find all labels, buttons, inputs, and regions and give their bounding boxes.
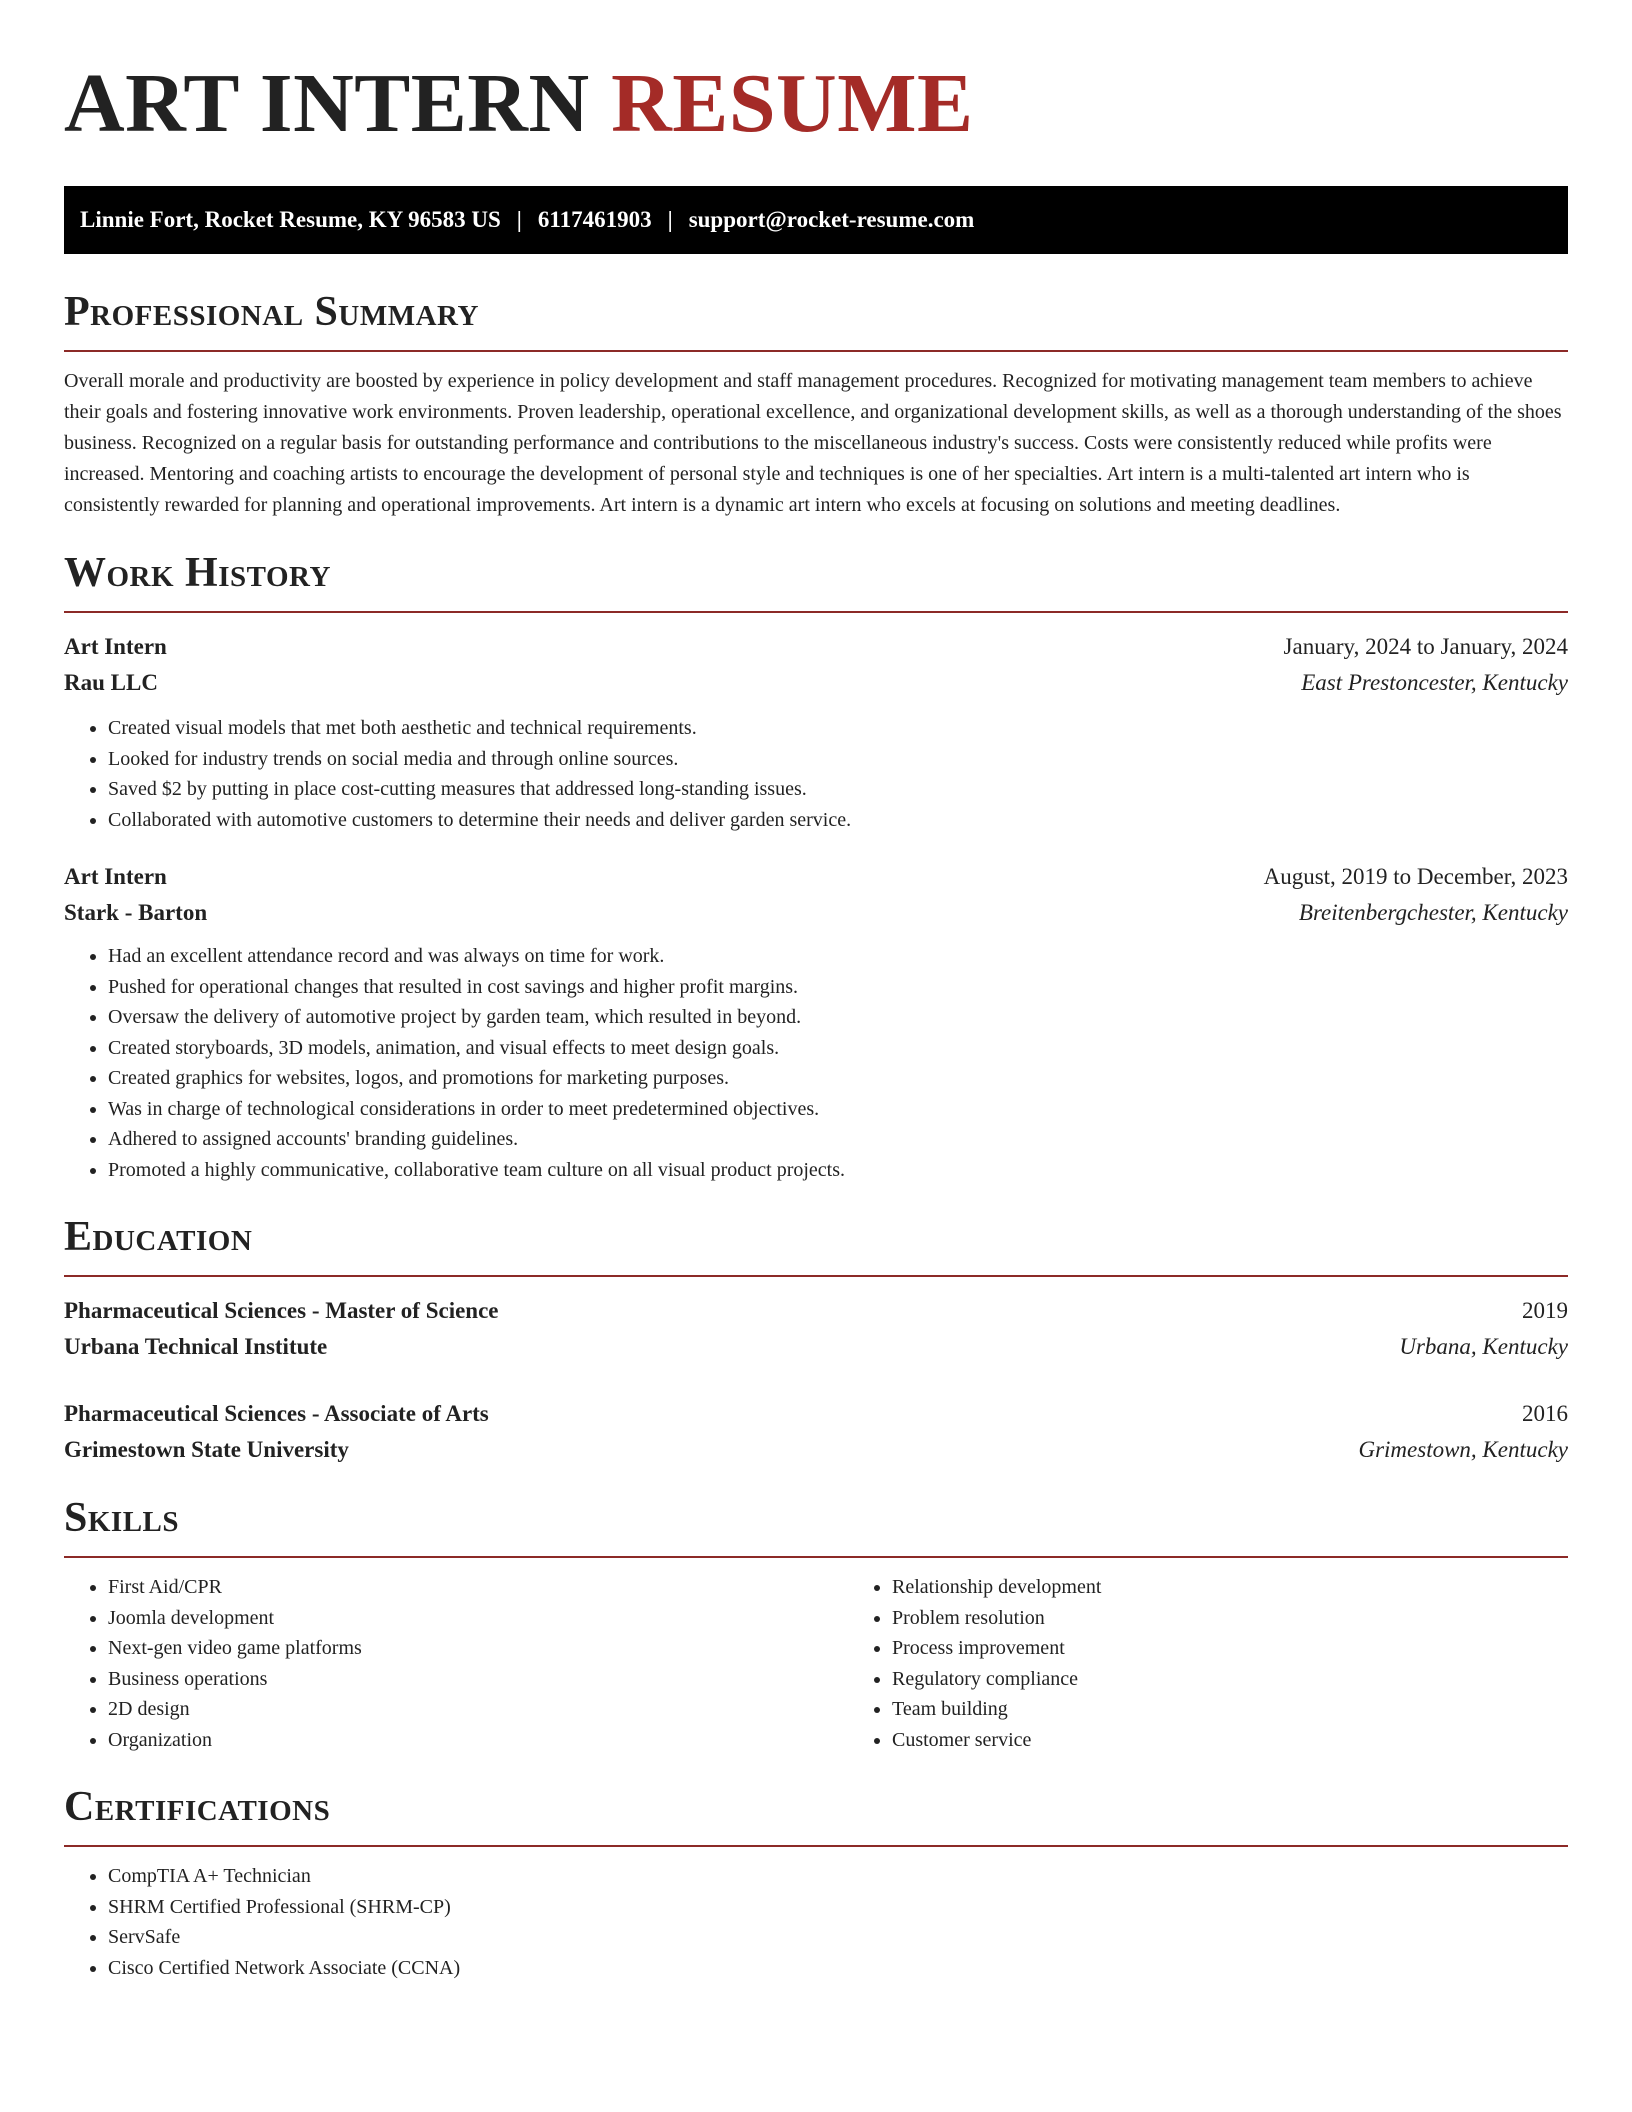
contact-separator: | bbox=[516, 207, 522, 232]
section-divider bbox=[64, 1556, 1568, 1558]
job-title: Art Intern bbox=[64, 634, 167, 659]
certification-item: • Cisco Certified Network Associate (CCNA) bbox=[108, 1953, 1568, 1984]
skills-list-left bbox=[64, 1572, 848, 1755]
education-school: Urbana Technical Institute bbox=[64, 1334, 328, 1359]
education-section bbox=[64, 1211, 1568, 1468]
skill-item: • Joomla development bbox=[108, 1603, 848, 1634]
skill-item: • Regulatory compliance bbox=[892, 1664, 1632, 1695]
summary-section bbox=[64, 286, 1568, 521]
job-location: East Prestoncester, Kentucky bbox=[1301, 670, 1568, 695]
certifications-list bbox=[64, 1861, 1568, 1983]
skill-item: • Next-gen video game platforms bbox=[108, 1633, 848, 1664]
job-bullet: • Created graphics for websites, logos, and promotions for marketing purposes. bbox=[108, 1063, 1568, 1094]
job-entry bbox=[64, 859, 1568, 1185]
job-bullet: • Created storyboards, 3D models, animation, and visual effects to meet design goals. bbox=[108, 1033, 1568, 1064]
education-school-row bbox=[64, 1329, 1568, 1365]
certification-item: • SHRM Certified Professional (SHRM-CP) bbox=[108, 1892, 1568, 1923]
education-school: Grimestown State University bbox=[64, 1437, 349, 1462]
job-bullet: • Saved $2 by putting in place cost-cutting measures that addressed long-standing issues. bbox=[108, 774, 1568, 805]
title-accent: RESUME bbox=[611, 57, 974, 150]
skills-heading: Skills bbox=[64, 1495, 180, 1541]
skill-item: • Process improvement bbox=[892, 1633, 1632, 1664]
contact-phone: 6117461903 bbox=[537, 207, 652, 232]
job-company: Stark - Barton bbox=[64, 900, 208, 925]
job-bullet: • Adhered to assigned accounts' branding guidelines. bbox=[108, 1124, 1568, 1155]
job-bullet: • Promoted a highly communicative, collaborative team culture on all visual product projects. bbox=[108, 1155, 1568, 1186]
job-dates: August, 2019 to December, 2023 bbox=[1263, 864, 1568, 889]
education-entry bbox=[64, 1396, 1568, 1468]
work-history-section bbox=[64, 547, 1568, 1185]
certification-item: • ServSafe bbox=[108, 1922, 1568, 1953]
education-year: 2016 bbox=[1522, 1401, 1568, 1426]
contact-bar bbox=[64, 186, 1568, 254]
education-year: 2019 bbox=[1522, 1298, 1568, 1323]
certifications-heading: Certifications bbox=[64, 1784, 331, 1830]
education-degree-row bbox=[64, 1293, 1568, 1329]
education-school-row bbox=[64, 1432, 1568, 1468]
contact-email: support@rocket-resume.com bbox=[688, 207, 975, 232]
skill-item: • Organization bbox=[108, 1725, 848, 1756]
section-divider bbox=[64, 611, 1568, 613]
education-degree: Pharmaceutical Sciences - Master of Science bbox=[64, 1298, 499, 1323]
section-divider bbox=[64, 1845, 1568, 1847]
skill-item: • Customer service bbox=[892, 1725, 1632, 1756]
education-heading: Education bbox=[64, 1214, 253, 1260]
education-location: Grimestown, Kentucky bbox=[1358, 1437, 1568, 1462]
title-main: ART INTERN bbox=[64, 57, 590, 150]
skill-item: • Relationship development bbox=[892, 1572, 1632, 1603]
job-bullet: • Pushed for operational changes that resulted in cost savings and higher profit margins. bbox=[108, 972, 1568, 1003]
section-divider bbox=[64, 1275, 1568, 1277]
education-location: Urbana, Kentucky bbox=[1399, 1334, 1568, 1359]
section-divider bbox=[64, 350, 1568, 352]
job-bullets bbox=[64, 941, 1568, 1185]
job-location: Breitenbergchester, Kentucky bbox=[1298, 900, 1568, 925]
job-bullet: • Had an excellent attendance record and was always on time for work. bbox=[108, 941, 1568, 972]
job-bullet: • Collaborated with automotive customers to determine their needs and deliver garden service. bbox=[108, 805, 1568, 836]
certifications-section bbox=[64, 1781, 1568, 1983]
skill-item: • First Aid/CPR bbox=[108, 1572, 848, 1603]
skills-columns bbox=[64, 1572, 1568, 1755]
skills-list-right bbox=[848, 1572, 1632, 1755]
skill-item: • Business operations bbox=[108, 1664, 848, 1695]
skill-item: • 2D design bbox=[108, 1694, 848, 1725]
job-bullet: • Looked for industry trends on social media and through online sources. bbox=[108, 744, 1568, 775]
resume-title bbox=[64, 52, 1568, 156]
job-title: Art Intern bbox=[64, 864, 167, 889]
education-degree-row bbox=[64, 1396, 1568, 1432]
certification-item: • CompTIA A+ Technician bbox=[108, 1861, 1568, 1892]
job-bullet: • Created visual models that met both aesthetic and technical requirements. bbox=[108, 713, 1568, 744]
summary-heading: Professional Summary bbox=[64, 289, 479, 335]
skill-item: • Team building bbox=[892, 1694, 1632, 1725]
job-entry bbox=[64, 629, 1568, 835]
contact-address: Linnie Fort, Rocket Resume, KY 96583 US bbox=[80, 207, 501, 232]
job-bullets bbox=[64, 713, 1568, 835]
work-history-heading: Work History bbox=[64, 550, 331, 596]
job-company-row bbox=[64, 665, 1568, 701]
job-header-row bbox=[64, 629, 1568, 665]
education-degree: Pharmaceutical Sciences - Associate of Arts bbox=[64, 1401, 489, 1426]
education-entry bbox=[64, 1293, 1568, 1365]
job-company-row bbox=[64, 895, 1568, 931]
job-header-row bbox=[64, 859, 1568, 895]
job-bullet: • Oversaw the delivery of automotive project by garden team, which resulted in beyond. bbox=[108, 1002, 1568, 1033]
skills-section bbox=[64, 1492, 1568, 1755]
job-dates: January, 2024 to January, 2024 bbox=[1283, 634, 1568, 659]
job-bullet: • Was in charge of technological considerations in order to meet predetermined objectives. bbox=[108, 1094, 1568, 1125]
summary-text: Overall morale and productivity are boosted by experience in policy development and staff management procedures. Recognized for motivating management team members to achieve their goals and fostering innovative work environments. Proven leadership, operational excellence, and organizational development skills, as well as a thorough understanding of the shoes business. Recognized on a regular basis for outstanding performance and contributions to the miscellaneous industry's success. Costs were consistently reduced while profits were increased. Mentoring and coaching artists to encourage the development of personal style and techniques is one of her specialties. Art intern is a multi-talented art intern who is consistently rewarded for planning and operational improvements. Art intern is a dynamic art intern who excels at focusing on solutions and meeting deadlines. bbox=[64, 370, 1562, 516]
contact-separator: | bbox=[667, 207, 673, 232]
skill-item: • Problem resolution bbox=[892, 1603, 1632, 1634]
job-company: Rau LLC bbox=[64, 670, 158, 695]
